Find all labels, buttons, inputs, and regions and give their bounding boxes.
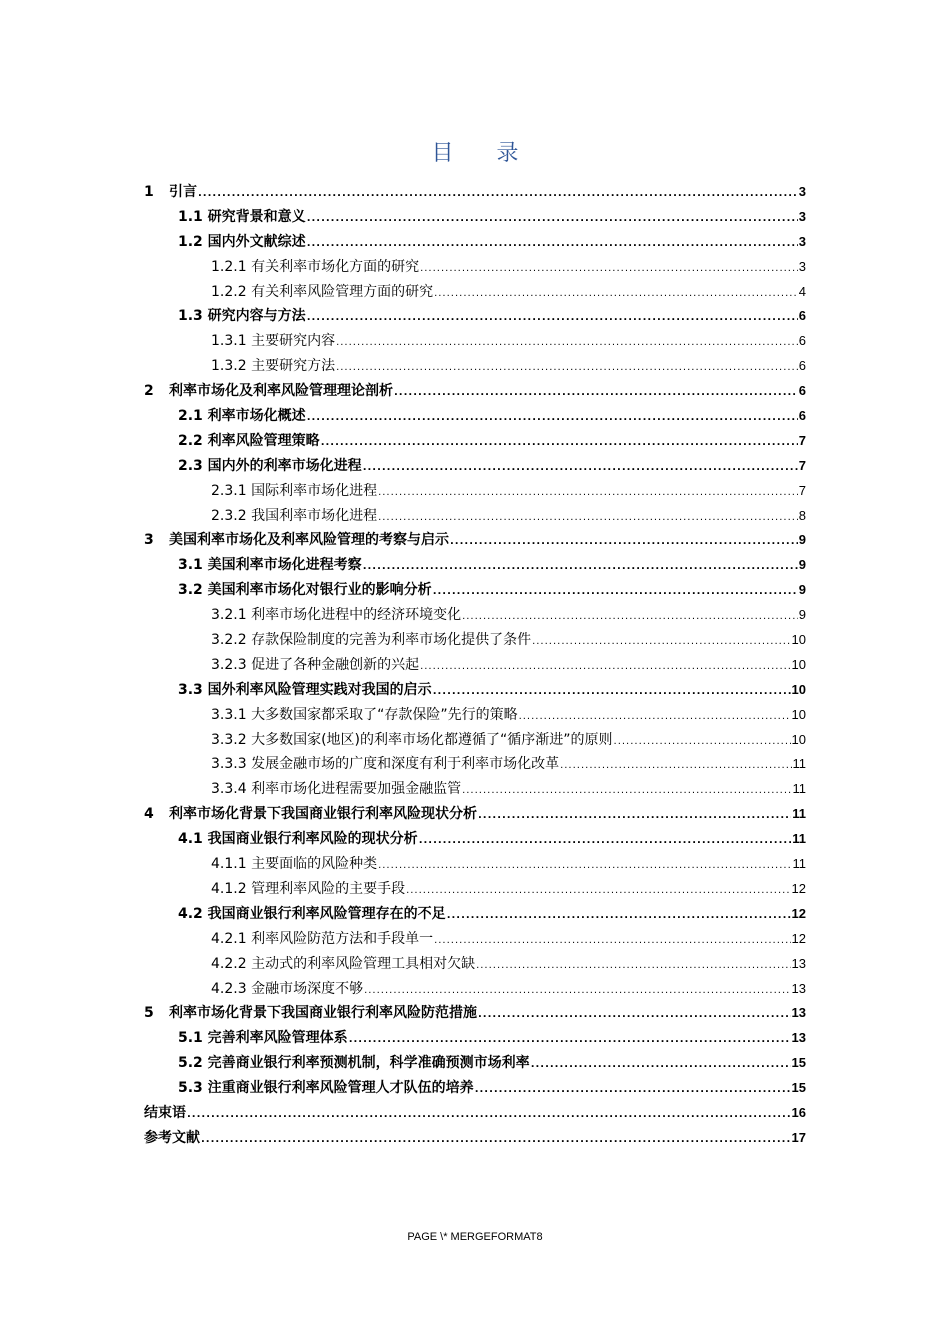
- toc-page-number: 7: [798, 432, 806, 448]
- toc-page-number: 11: [792, 831, 806, 847]
- toc-entry-text: 4.2 我国商业银行利率风险管理存在的不足: [178, 905, 446, 922]
- toc-entry-label: [211, 852, 377, 877]
- toc-entry-text: 2.3.1 国际利率市场化进程: [211, 482, 378, 499]
- toc-entry-text: 1.1 研究背景和意义: [178, 208, 306, 225]
- toc-entry-text: 参考文献: [144, 1129, 200, 1146]
- toc-entry[interactable]: [144, 703, 806, 728]
- toc-entry-label: [178, 454, 362, 479]
- toc-entry-label: [178, 1026, 348, 1051]
- toc-entry-text: 3.3 国外利率风险管理实践对我国的启示: [178, 681, 432, 698]
- dot-leader: [462, 779, 791, 804]
- chapter-number: 4: [144, 806, 154, 823]
- dot-leader: [478, 1003, 791, 1028]
- toc-entry-label: [178, 404, 306, 429]
- dot-leader: [198, 182, 798, 207]
- toc-entry[interactable]: [144, 877, 806, 902]
- toc-entry-text: 2.3.2 我国利率市场化进程: [211, 507, 378, 524]
- toc-entry-text: 引言: [169, 184, 197, 200]
- toc-entry-label: [211, 280, 433, 305]
- toc-entry-label: [211, 728, 613, 753]
- toc-page-number: 10: [791, 656, 806, 672]
- dot-leader: [364, 979, 790, 1004]
- toc-page-number: 3: [798, 184, 806, 199]
- toc-entry-text: 1.2 国内外文献综述: [178, 233, 306, 250]
- toc-entry[interactable]: [144, 777, 806, 802]
- toc-page-number: 13: [791, 1030, 806, 1046]
- dot-leader: [462, 605, 798, 630]
- page-footer: PAGE \* MERGEFORMAT8: [407, 1231, 543, 1243]
- toc-entry[interactable]: [144, 653, 806, 678]
- dot-leader: [519, 705, 791, 730]
- toc-entry-label: [144, 1126, 200, 1151]
- dot-leader: [336, 331, 798, 356]
- toc-entry-text: 3.3.1 大多数国家都采取了“存款保险”先行的策略: [211, 706, 518, 723]
- dot-leader: [560, 754, 791, 779]
- dot-leader: [187, 1103, 791, 1128]
- dot-leader: [378, 854, 791, 879]
- toc-page-number: 10: [791, 681, 806, 697]
- toc-page-number: 7: [798, 457, 806, 473]
- toc-entry-label: [211, 927, 433, 952]
- dot-leader: [406, 879, 790, 904]
- toc-entry[interactable]: [144, 578, 806, 603]
- toc-entry-text: 3.2 美国利率市场化对银行业的影响分析: [178, 582, 432, 599]
- toc-entry[interactable]: [144, 603, 806, 628]
- dot-leader: [394, 381, 798, 406]
- toc-entry-label: [144, 180, 197, 205]
- toc-entry-label: [178, 678, 432, 703]
- toc-entry-text: 4.1 我国商业银行利率风险的现状分析: [178, 831, 418, 848]
- toc-entry[interactable]: [144, 180, 806, 205]
- dot-leader: [201, 1128, 791, 1153]
- toc-page-number: 11: [792, 781, 806, 797]
- toc-entry-text: 2.2 利率风险管理策略: [178, 432, 320, 449]
- toc-entry[interactable]: [144, 553, 806, 578]
- toc-entry-text: 2.3 国内外的利率市场化进程: [178, 457, 362, 474]
- toc-entry-label: [144, 1001, 477, 1026]
- toc-page-number: 13: [791, 955, 806, 971]
- dot-leader: [434, 282, 798, 307]
- toc-entry-text: 5.3 注重商业银行利率风险管理人才队伍的培养: [178, 1080, 474, 1097]
- toc-entry-text: 结束语: [144, 1104, 186, 1121]
- dot-leader: [420, 655, 790, 680]
- toc-entry[interactable]: [144, 1126, 806, 1151]
- toc-page-number: 12: [791, 880, 806, 896]
- toc-entry-text: 利率市场化背景下我国商业银行利率风险现状分析: [169, 806, 477, 823]
- dot-leader: [307, 232, 798, 257]
- toc-entry-text: 4.2.1 利率风险防范方法和手段单一: [211, 930, 434, 947]
- toc-entry-text: 5.2 完善商业银行利率预测机制，科学准确预测市场利率: [178, 1055, 530, 1072]
- toc-entry[interactable]: [144, 1001, 806, 1026]
- dot-leader: [378, 481, 798, 506]
- dot-leader: [447, 904, 791, 929]
- toc-page-number: 13: [791, 1005, 806, 1021]
- toc-entry-label: [178, 230, 306, 255]
- toc-entry[interactable]: [144, 678, 806, 703]
- toc-entry-label: [211, 703, 518, 728]
- toc-page-number: 17: [791, 1129, 806, 1145]
- toc-entry-label: [211, 255, 419, 280]
- toc-entry[interactable]: [144, 827, 806, 852]
- toc-entry-text: 1.3 研究内容与方法: [178, 308, 306, 325]
- toc-entry-text: 利率市场化及利率风险管理理论剖析: [169, 383, 393, 400]
- toc-page-number: 3: [798, 233, 806, 249]
- toc-page-number: 9: [798, 582, 806, 598]
- chapter-number: 5: [144, 1005, 154, 1022]
- toc-page-number: 6: [798, 358, 806, 374]
- toc-entry[interactable]: [144, 304, 806, 329]
- toc-entry-label: [211, 354, 335, 379]
- toc-entry-text: 3.1 美国利率市场化进程考察: [178, 557, 362, 574]
- toc-entry[interactable]: [144, 1076, 806, 1101]
- dot-leader: [420, 257, 798, 282]
- toc-entry-label: [178, 205, 306, 230]
- toc-page-number: 12: [791, 930, 806, 946]
- toc-page-number: 11: [792, 756, 806, 772]
- toc-entry[interactable]: [144, 802, 806, 827]
- toc-page-number: 6: [798, 333, 806, 349]
- dot-leader: [433, 580, 798, 605]
- toc-page-number: 3: [798, 208, 806, 224]
- toc-entry[interactable]: [144, 927, 806, 952]
- toc-entry-label: [144, 379, 393, 404]
- toc-entry[interactable]: [144, 230, 806, 255]
- toc-entry-label: [144, 1101, 186, 1126]
- dot-leader: [476, 954, 790, 979]
- toc-entry-label: [211, 877, 405, 902]
- toc-entry-label: [211, 504, 377, 529]
- toc-page-number: 11: [792, 806, 806, 822]
- toc-entry-label: [211, 479, 377, 504]
- toc-entry-text: 5.1 完善利率风险管理体系: [178, 1030, 348, 1047]
- toc-entry-text: 1.3.1 主要研究内容: [211, 333, 336, 350]
- toc-entry-label: [211, 952, 475, 977]
- dot-leader: [532, 630, 790, 655]
- toc-page-number: 7: [798, 482, 806, 498]
- toc-entry[interactable]: [144, 205, 806, 230]
- chapter-number: 3: [144, 532, 154, 549]
- dot-leader: [614, 730, 791, 755]
- toc-page-number: 9: [798, 532, 806, 548]
- dot-leader: [336, 356, 798, 381]
- toc-entry-label: [211, 628, 531, 653]
- toc-page-number: 10: [791, 731, 806, 747]
- toc-page-number: 13: [791, 980, 806, 996]
- toc-entry[interactable]: [144, 329, 806, 354]
- toc-entry[interactable]: [144, 379, 806, 404]
- dot-leader: [450, 530, 798, 555]
- toc-entry[interactable]: [144, 902, 806, 927]
- toc-entry-text: 4.1.1 主要面临的风险种类: [211, 856, 378, 873]
- toc-page-number: 16: [791, 1104, 806, 1120]
- toc-entry-text: 4.2.3 金融市场深度不够: [211, 980, 364, 997]
- dot-leader: [419, 829, 792, 854]
- toc-entry[interactable]: [144, 404, 806, 429]
- toc-page-number: 9: [798, 607, 806, 623]
- toc-entry-text: 1.2.2 有关利率风险管理方面的研究: [211, 283, 434, 300]
- toc-page-number: 4: [798, 283, 806, 299]
- toc-entry-label: [211, 752, 559, 777]
- toc-entry-label: [178, 827, 418, 852]
- toc-entry-label: [178, 304, 306, 329]
- toc-entry[interactable]: [144, 255, 806, 280]
- dot-leader: [378, 506, 798, 531]
- toc-page-number: 15: [791, 1055, 806, 1071]
- toc-entry-text: 1.3.2 主要研究方法: [211, 358, 336, 375]
- toc-entry-text: 3.3.4 利率市场化进程需要加强金融监管: [211, 781, 462, 798]
- toc-entry[interactable]: [144, 1101, 806, 1126]
- toc-entry[interactable]: [144, 1051, 806, 1076]
- toc-entry[interactable]: [144, 280, 806, 305]
- toc-title: 目 录: [431, 141, 537, 166]
- toc-page-number: 6: [798, 308, 806, 324]
- toc-page-number: 15: [791, 1080, 806, 1096]
- toc-entry-label: [211, 603, 461, 628]
- toc-entry[interactable]: [144, 952, 806, 977]
- dot-leader: [363, 555, 798, 580]
- toc-entry-text: 3.2.1 利率市场化进程中的经济环境变化: [211, 607, 462, 624]
- table-of-contents: [144, 180, 806, 1151]
- toc-entry-label: [178, 902, 446, 927]
- toc-entry[interactable]: [144, 852, 806, 877]
- toc-entry[interactable]: [144, 977, 806, 1002]
- dot-leader: [478, 804, 791, 829]
- toc-entry-text: 美国利率市场化及利率风险管理的考察与启示: [169, 532, 449, 549]
- toc-entry[interactable]: [144, 479, 806, 504]
- toc-page-number: 10: [791, 706, 806, 722]
- toc-page-number: 11: [792, 856, 806, 872]
- dot-leader: [321, 431, 798, 456]
- toc-page-number: 8: [798, 507, 806, 523]
- toc-entry[interactable]: [144, 628, 806, 653]
- toc-entry-text: 利率市场化背景下我国商业银行利率风险防范措施: [169, 1005, 477, 1022]
- toc-entry-label: [178, 578, 432, 603]
- toc-page-number: 6: [798, 383, 806, 399]
- toc-entry-text: 3.2.2 存款保险制度的完善为利率市场化提供了条件: [211, 632, 532, 649]
- toc-page-number: 10: [791, 632, 806, 648]
- dot-leader: [475, 1078, 791, 1103]
- chapter-number: 1: [144, 184, 154, 200]
- toc-entry-label: [144, 528, 449, 553]
- toc-entry[interactable]: [144, 528, 806, 553]
- dot-leader: [307, 406, 798, 431]
- toc-entry-label: [178, 553, 362, 578]
- dot-leader: [307, 306, 798, 331]
- toc-entry[interactable]: [144, 728, 806, 753]
- toc-entry[interactable]: [144, 752, 806, 777]
- toc-entry-label: [178, 429, 320, 454]
- toc-entry-text: 3.2.3 促进了各种金融创新的兴起: [211, 656, 420, 673]
- chapter-number: 2: [144, 383, 154, 400]
- toc-page-number: 6: [798, 408, 806, 424]
- toc-entry-label: [178, 1051, 530, 1076]
- dot-leader: [433, 680, 791, 705]
- dot-leader: [349, 1028, 791, 1053]
- toc-entry[interactable]: [144, 454, 806, 479]
- toc-entry-text: 4.1.2 管理利率风险的主要手段: [211, 880, 406, 897]
- toc-entry-text: 1.2.1 有关利率市场化方面的研究: [211, 258, 420, 275]
- toc-entry-text: 3.3.3 发展金融市场的广度和深度有利于利率市场化改革: [211, 756, 560, 773]
- toc-entry-text: 3.3.2 大多数国家(地区)的利率市场化都遵循了“循序渐进”的原则: [211, 731, 613, 748]
- toc-entry-label: [211, 653, 419, 678]
- toc-page-number: 9: [798, 557, 806, 573]
- toc-entry[interactable]: [144, 354, 806, 379]
- toc-entry-text: 4.2.2 主动式的利率风险管理工具相对欠缺: [211, 955, 476, 972]
- toc-entry[interactable]: [144, 1026, 806, 1051]
- toc-entry-label: [178, 1076, 474, 1101]
- dot-leader: [307, 207, 798, 232]
- dot-leader: [434, 929, 790, 954]
- dot-leader: [531, 1053, 791, 1078]
- toc-entry-label: [211, 329, 335, 354]
- toc-page-number: 12: [791, 905, 806, 921]
- dot-leader: [363, 456, 798, 481]
- toc-entry[interactable]: [144, 504, 806, 529]
- toc-entry-label: [144, 802, 477, 827]
- toc-entry-label: [211, 777, 461, 802]
- toc-entry-text: 2.1 利率市场化概述: [178, 408, 306, 425]
- toc-entry-label: [211, 977, 363, 1002]
- toc-page-number: 3: [798, 258, 806, 274]
- toc-entry[interactable]: [144, 429, 806, 454]
